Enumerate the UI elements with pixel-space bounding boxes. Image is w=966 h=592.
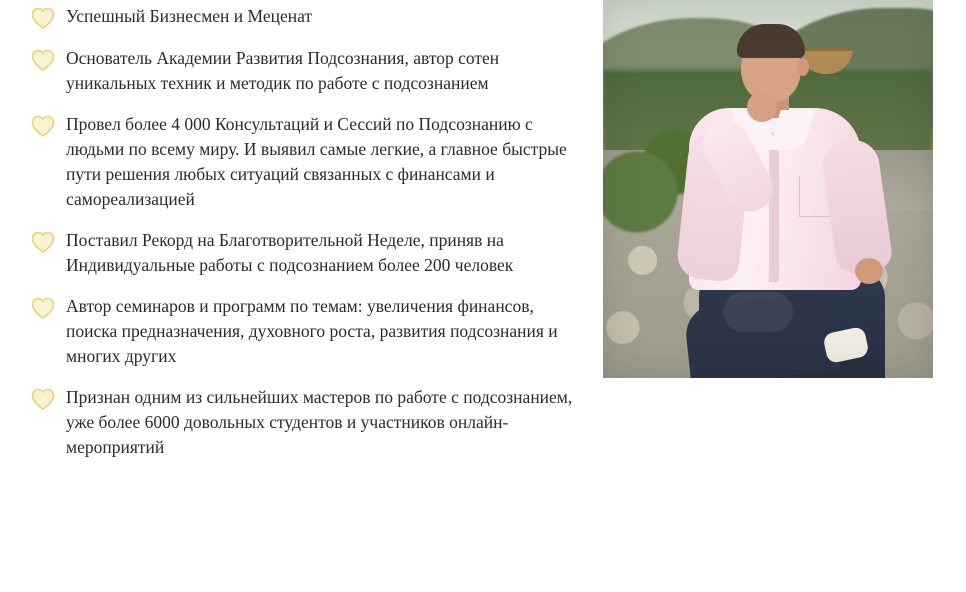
list-item <box>30 112 575 212</box>
bullet-list <box>30 4 575 460</box>
portrait-photo <box>603 0 933 378</box>
list-item-text: Поставил Рекорд на Благотворительной Неделе, приняв на Индивидуальные работы с подсознанием более 200 человек <box>66 230 514 275</box>
list-item-text: Автор семинаров и программ по темам: увеличения финансов, поиска предназначения, духовного роста, развития подсознания и многих других <box>66 296 558 366</box>
list-item <box>30 385 575 460</box>
list-item-text: Основатель Академии Развития Подсознания, автор сотен уникальных техник и методик по работе с подсознанием <box>66 48 500 93</box>
list-item-text: Успешный Бизнесмен и Меценат <box>66 6 313 26</box>
heart-icon <box>30 230 56 254</box>
list-item <box>30 294 575 369</box>
heart-icon <box>30 114 56 138</box>
list-item <box>30 4 575 30</box>
list-item <box>30 228 575 278</box>
heart-icon <box>30 6 56 30</box>
heart-icon <box>30 296 56 320</box>
heart-icon <box>30 387 56 411</box>
photo-vignette <box>603 0 933 378</box>
list-item-text: Провел более 4 000 Консультаций и Сессий по Подсознанию с людьми по всему миру. И выявил самые легкие, а главное быстрые пути решения любых ситуаций связанных с финансами и самореализацией <box>66 114 567 209</box>
list-item-text: Признан одним из сильнейших мастеров по работе с подсознанием, уже более 6000 довольных студентов и участников онлайн-мероприятий <box>66 387 573 457</box>
list-item <box>30 46 575 96</box>
heart-icon <box>30 48 56 72</box>
